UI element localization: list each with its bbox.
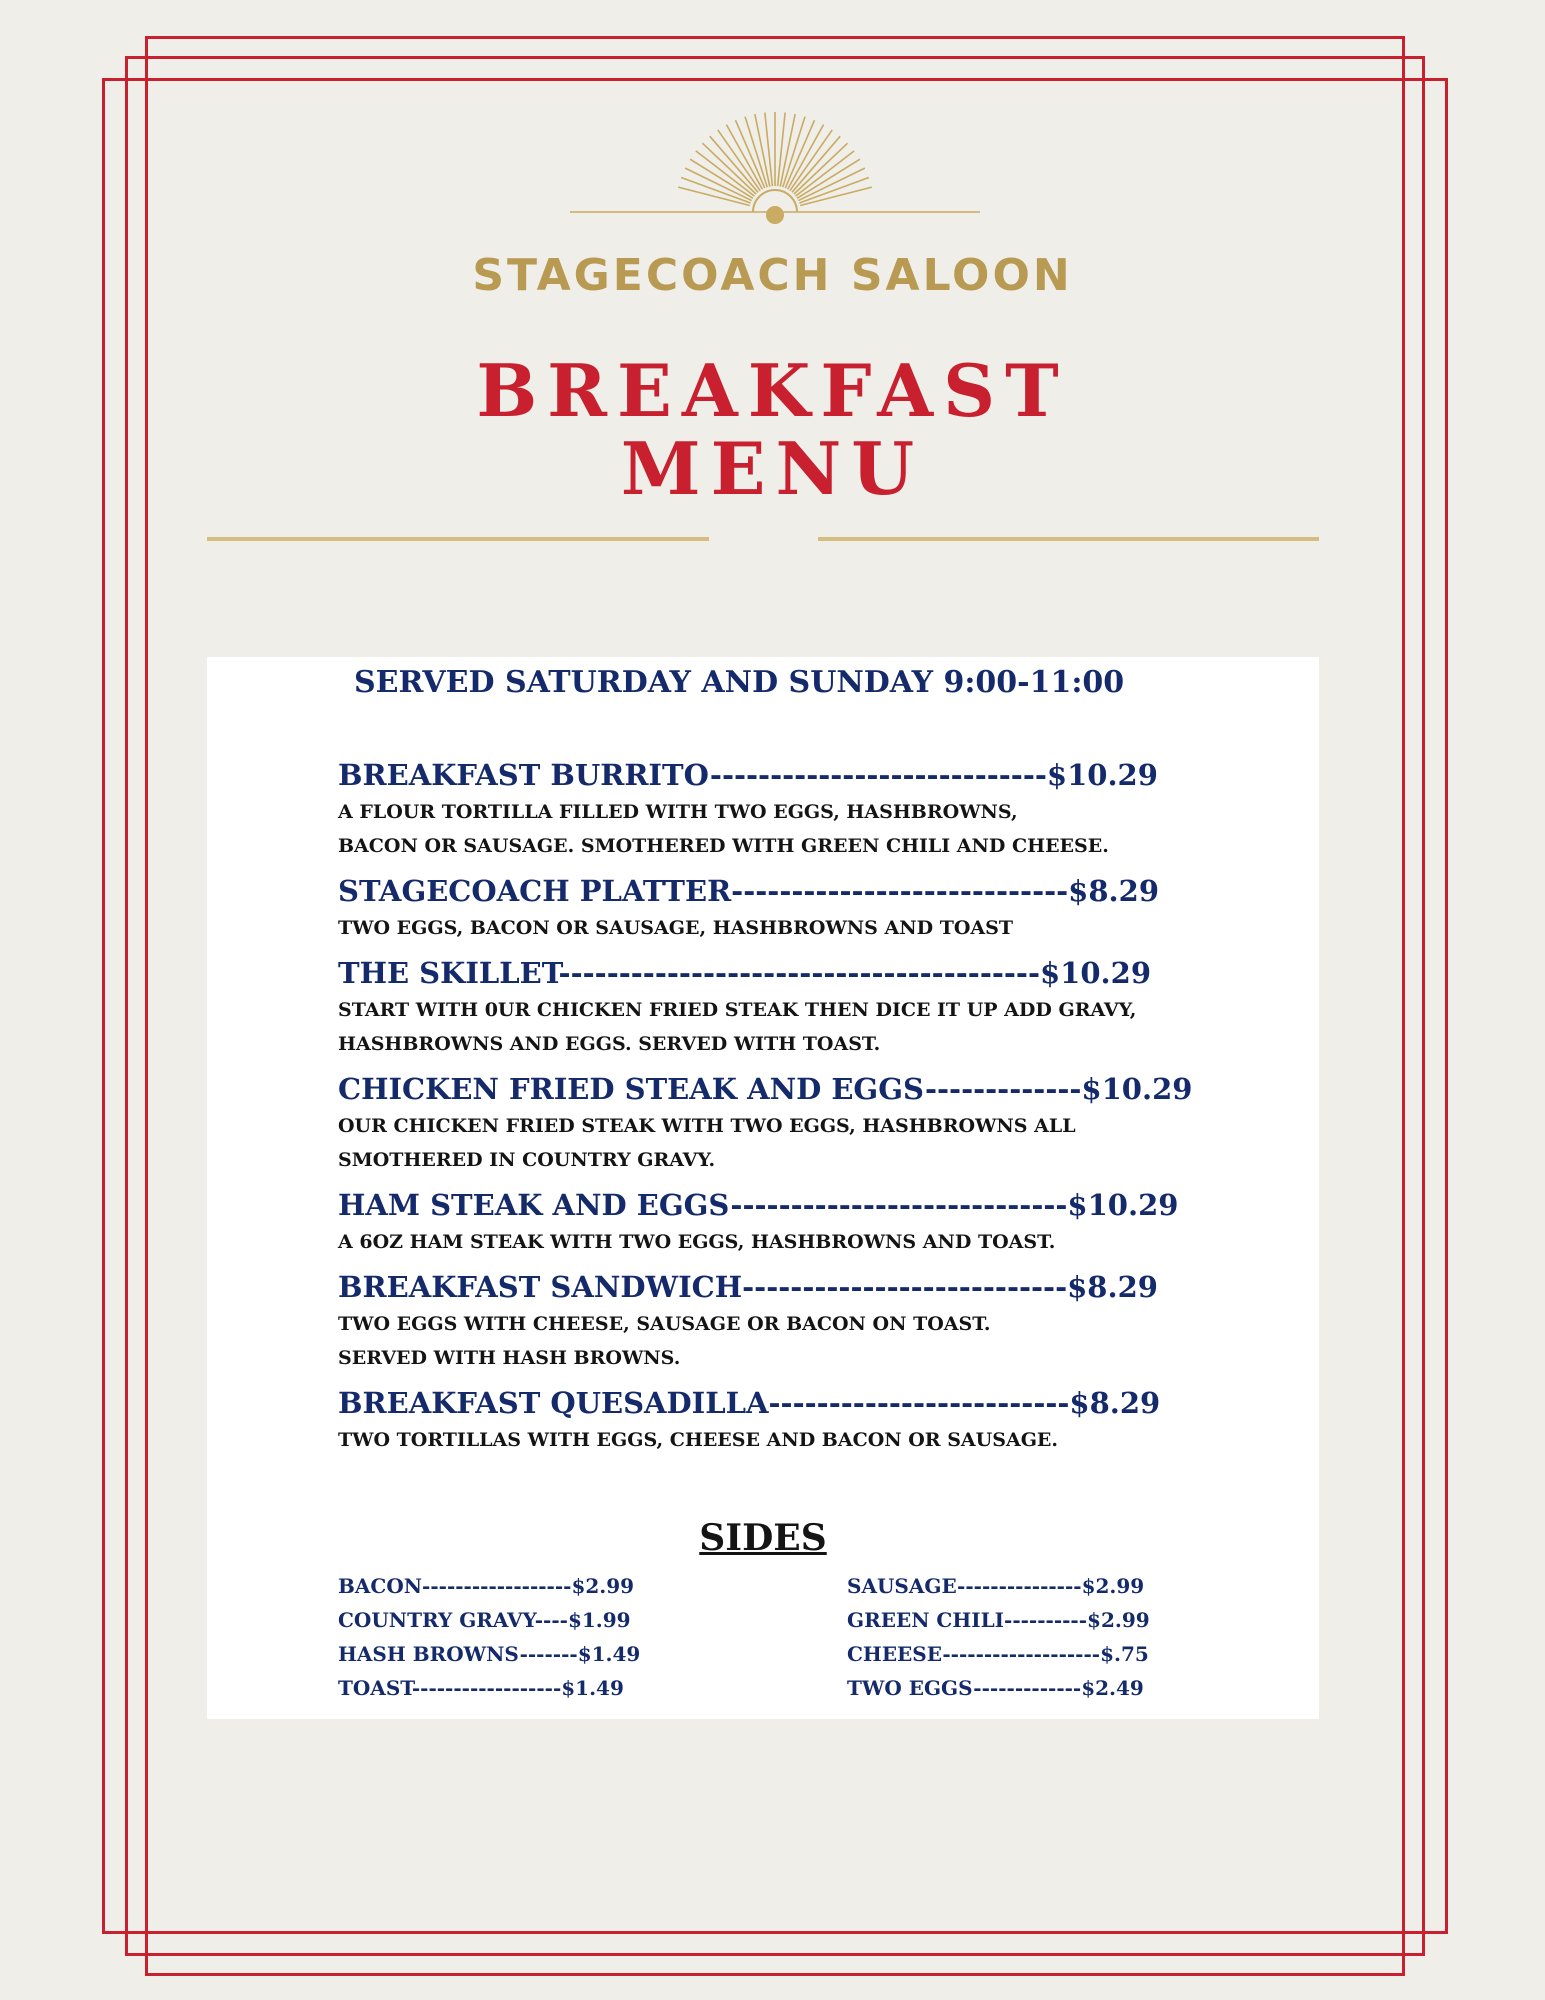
side-item: COUNTRY GRAVY----$1.99 — [338, 1608, 631, 1632]
menu-title-line-1: BREAKFAST — [476, 348, 1069, 433]
menu-item-title: BREAKFAST BURRITO----------------------------$10.29 — [338, 758, 1158, 792]
menu-item-description: A 6OZ HAM STEAK WITH TWO EGGS, HASHBROWNS AND TOAST. — [338, 1231, 1056, 1253]
menu-item-description: START WITH 0UR CHICKEN FRIED STEAK THEN DICE IT UP ADD GRAVY, HASHBROWNS AND EGGS. SERVED WITH TOAST. — [338, 999, 1137, 1055]
side-item: BACON------------------$2.99 — [338, 1574, 635, 1598]
sides-list-left — [338, 1569, 640, 1705]
sunburst-ray — [778, 113, 785, 187]
sunburst-ray — [780, 114, 795, 186]
menu-item-title: BREAKFAST QUESADILLA-------------------------$8.29 — [338, 1386, 1161, 1420]
sunburst-ray — [790, 130, 832, 191]
side-item: SAUSAGE---------------$2.99 — [847, 1574, 1145, 1598]
menu-item-description: TWO EGGS WITH CHEESE, SAUSAGE OR BACON ON TOAST. SERVED WITH HASH BROWNS. — [338, 1313, 991, 1369]
menu-item-breakfast-burrito — [338, 755, 1278, 863]
menu-item-title: HAM STEAK AND EGGS----------------------------$10.29 — [338, 1188, 1179, 1222]
side-item: TWO EGGS-------------$2.49 — [847, 1676, 1144, 1700]
menu-item-ham-steak — [338, 1185, 1278, 1259]
menu-item-description: TWO EGGS, BACON OR SAUSAGE, HASHBROWNS AND TOAST — [338, 917, 1013, 939]
menu-title-line-2: MENU — [620, 426, 925, 511]
side-item: HASH BROWNS-------$1.49 — [338, 1642, 641, 1666]
menu-title — [0, 348, 1545, 511]
menu-item-title: STAGECOACH PLATTER----------------------------$8.29 — [338, 874, 1159, 908]
menu-panel — [207, 657, 1319, 1719]
menu-item-description: A FLOUR TORTILLA FILLED WITH TWO EGGS, HASHBROWNS, BACON OR SAUSAGE. SMOTHERED WITH GREEN CHILI AND CHEESE. — [338, 801, 1109, 857]
sunburst-ray — [718, 130, 760, 191]
sunburst-logo — [560, 105, 990, 235]
sides-heading: SIDES — [699, 1517, 827, 1559]
menu-item-description: TWO TORTILLAS WITH EGGS, CHEESE AND BACON OR SAUSAGE. — [338, 1429, 1059, 1451]
side-item: GREEN CHILI----------$2.99 — [847, 1608, 1150, 1632]
menu-item-title: THE SKILLET----------------------------------------$10.29 — [338, 956, 1151, 990]
menu-item-breakfast-quesadilla — [338, 1383, 1278, 1457]
menu-item-title: BREAKFAST SANDWICH---------------------------$8.29 — [338, 1270, 1158, 1304]
menu-item-the-skillet — [338, 953, 1278, 1061]
menu-item-breakfast-sandwich — [338, 1267, 1278, 1375]
menu-item-description: OUR CHICKEN FRIED STEAK WITH TWO EGGS, HASHBROWNS ALL SMOTHERED IN COUNTRY GRAVY. — [338, 1115, 1076, 1171]
serving-hours: SERVED SATURDAY AND SUNDAY 9:00-11:00 — [354, 665, 1125, 700]
sunburst-ray — [765, 113, 772, 187]
menu-items — [338, 755, 1278, 1465]
gold-divider-right — [818, 537, 1319, 541]
sunburst-ray — [755, 114, 770, 186]
sides-list-right — [847, 1569, 1150, 1705]
menu-item-stagecoach-platter — [338, 871, 1278, 945]
gold-divider-left — [207, 537, 709, 541]
side-item: TOAST------------------$1.49 — [338, 1676, 624, 1700]
menu-item-title: CHICKEN FRIED STEAK AND EGGS-------------$10.29 — [338, 1072, 1193, 1106]
menu-item-chicken-fried-steak — [338, 1069, 1278, 1177]
side-item: CHEESE-------------------$.75 — [847, 1642, 1149, 1666]
restaurant-name: STAGECOACH SALOON — [472, 250, 1073, 301]
